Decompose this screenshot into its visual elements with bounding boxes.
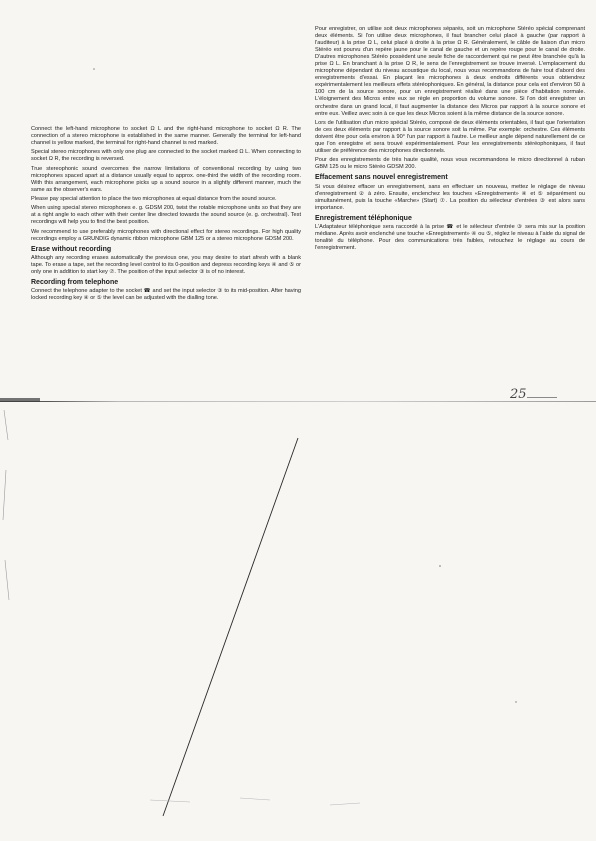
english-column bbox=[31, 126, 301, 304]
text-paragraph: Connect the left-hand microphone to socket Ω L and the right-hand microphone to socket Ω R. The connection of a stereo microphone is established in the same manner. Generally the terminal for left-hand channel is yellow marked, the terminal for right-hand channel is red marked. bbox=[31, 126, 301, 147]
text-paragraph: When using special stereo microphones e. g. GDSM 200, twist the rotable microphone units so that they are at a right angle to each other with their center line directed towards the sound source (e. g. orchestral). Test recordings will help you to find the best position. bbox=[31, 205, 301, 226]
text-paragraph: Special stereo microphones with only one plug are connected to the socket marked Ω L. When connecting to socket Ω R, the recording is reversed. bbox=[31, 149, 301, 163]
text-paragraph: Please pay special attention to place the two microphones at equal distance from the sound source. bbox=[31, 195, 277, 202]
text-paragraph: We recommend to use preferably microphones with directional effect for stereo recordings. For high quality recordings employ a GRUNDIG dynamic ribbon microphone GBM 125 or a stereo microphone GDSM 200. bbox=[31, 228, 301, 242]
section-heading-telephone: Recording from telephone bbox=[31, 278, 119, 286]
speck-2 bbox=[439, 565, 441, 567]
text-paragraph: Lors de l'utilisation d'un micro spécial Stéréo, composé de deux éléments orientables, il faut que l'orientation de ces deux éléments par rapport à la source sonore soit la même. Par exemple: orchestre. Ces éléments doivent être pour cela environ à 90° l'un par rapport à l'autre. Le meilleur angle dépend naturellement de ce que l'on enregistre et sera trouvé expérimentalement. Pour les enregistrements stéréophoniques, il faut utiliser de préférence des microphones directionnels. bbox=[315, 119, 585, 154]
left-margin-scribble bbox=[3, 410, 9, 600]
section-heading-effacement: Effacement sans nouvel enregistrement bbox=[315, 174, 448, 182]
text-paragraph: Connect the telephone adapter to the socket ☎ and set the input selector ③ to its mid-position. After having locked recording key ④ or ⑤ the level can be adjusted with the dialling tone. bbox=[31, 288, 301, 302]
speck-1 bbox=[93, 68, 95, 70]
text-paragraph: Si vous désirez effacer un enregistrement, sans en effectuer un nouveau, mettez le réglage de niveau d'enregistrement ② à zéro. Ensuite, enclenchez les touches «Enregistrement» ④ et ⑤ séparément ou simultanément, puis la touche «Marche» (Start) ⑦. La position du sélecteur d'entrées ③ est alors sans importance. bbox=[315, 183, 585, 211]
page-number-underline bbox=[527, 397, 557, 398]
diagonal-pen-stroke bbox=[163, 438, 298, 816]
bottom-scribble bbox=[150, 798, 360, 805]
text-paragraph: Pour enregistrer, on utilise soit deux microphones séparés, soit un microphone Stéréo spécial comprenant deux éléments. Si l'on utilise deux microphones, il faut brancher celui placé à gauche (par rapport à l'auditeur) à la prise Ω L, celui placé à droite à la prise Ω R. Généralement, le câble de liaison d'un micro Stéréo est pourvu d'un repère jaune pour le canal de gauche et un repère rouge pour le canal de droite. D'autres microphones Stéréo possèdent une seule fiche de raccordement qui ne peut être branchée qu'à la prise Ω L. En branchant à la prise Ω R, le sens de l'enregistrement se trouve inversé. L'emplacement du microphone dépendant du niveau acoustique du local, nous vous recommandons de faire tout d'abord des enregistrements d'essai. En plaçant les microphones à deux endroits différents vous obtiendrez expérimentalement les meilleurs effets stéréophoniques. En général, la distance pour cela est d'environ 50 à 100 cm de la source sonore, pour un enregistrement réalisé dans une pièce d'habitation normale. L'éloignement des Micros entre eux se règle en proportion du volume sonore. Si l'on doit enregistrer un orchestre dans un grand local, il faut augmenter la distance des Micros par rapport à la source sonore et entre eux. Veillez avec soin à ce que les deux Micros soient à la même distance de la source sonore. bbox=[315, 26, 585, 117]
page-number: 25 bbox=[510, 387, 527, 402]
text-paragraph: L'Adaptateur téléphonique sera raccordé à la prise ☎ et le sélecteur d'entrée ③ sera mis sur la position médiane. Après avoir enclenché une touche «Enregistrement» ④ ou ⑤, réglez le niveau à l'aide du signal de tonalité du téléphone. Pour des communications très faibles, retouchez le réglage au cours de l'enregistrement. bbox=[315, 223, 585, 252]
text-paragraph: Pour des enregistrements de très haute qualité, nous vous recommandons le micro directionnel à ruban GBM 125 ou le micro Stéréo GDSM 200. bbox=[315, 157, 585, 171]
text-paragraph: Although any recording erases automatically the previous one, you may desire to start afresh with a blank tape. To erase a tape, set the recording level control to its 0-position and depress recording keys ④ and ⑤ or only one in addition to start key ⑦. The position of the input selector ③ is of no interest. bbox=[31, 254, 301, 275]
text-paragraph: True stereophonic sound overcomes the narrow limitations of conventional recording by using two microphones spaced apart at a distance usually equal to approx. one-third the width of the recording room. With this arrangement, each microphone picks up a sound source in a slightly different manner, much the same as the observer's ears. bbox=[31, 165, 301, 193]
section-heading-erase: Erase without recording bbox=[31, 245, 112, 253]
french-column bbox=[315, 26, 585, 254]
section-heading-telephonique: Enregistrement téléphonique bbox=[315, 214, 412, 222]
speck-3 bbox=[515, 701, 516, 702]
